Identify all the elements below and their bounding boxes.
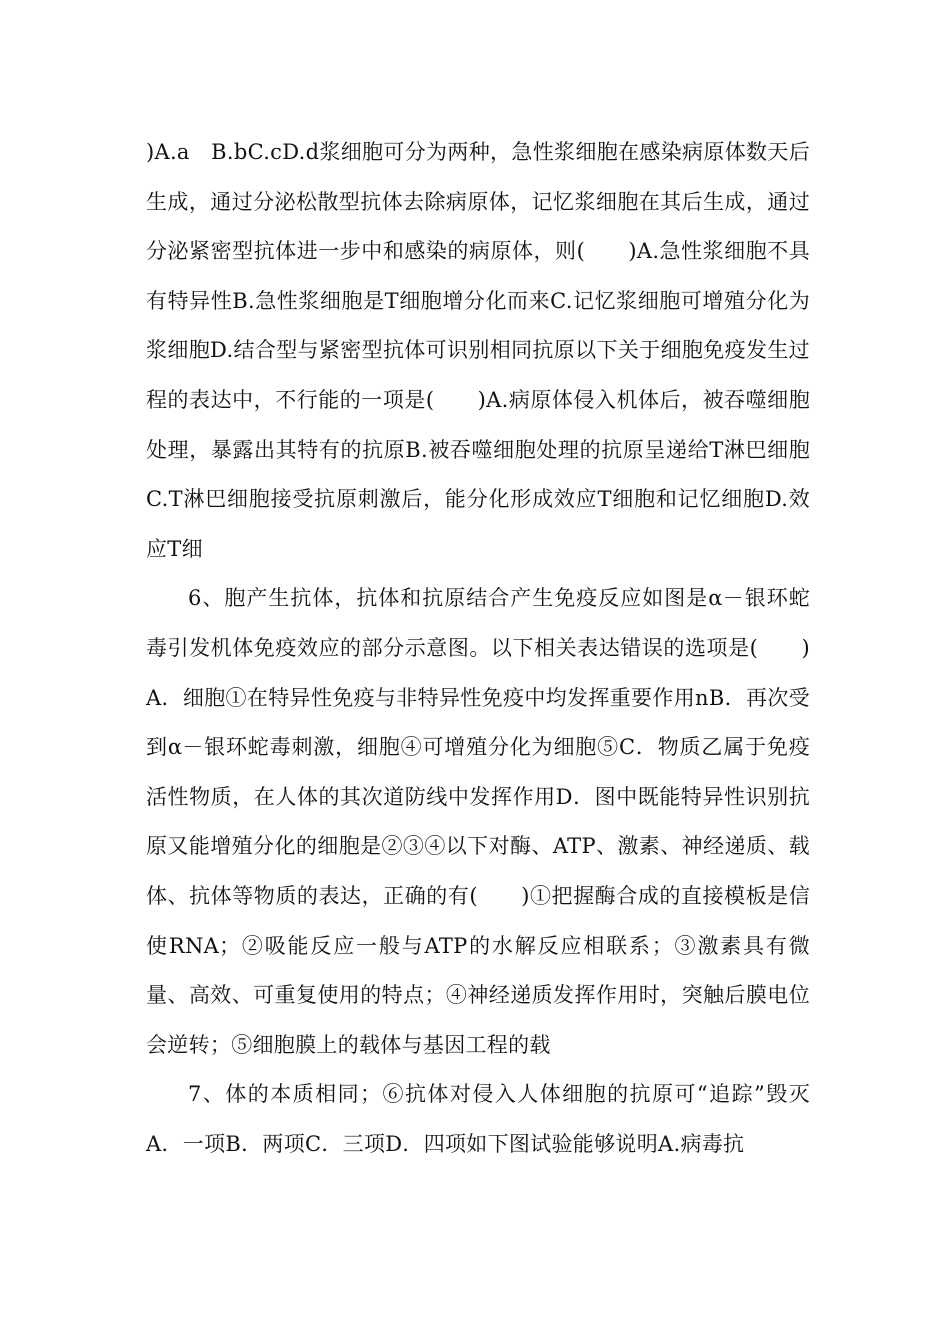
document-body (146, 128, 810, 1169)
paragraph-1: )A.a B.bC.cD.d浆细胞可分为两种，急性浆细胞在感染病原体数天后生成，通过分泌松散型抗体去除病原体，记忆浆细胞在其后生成，通过分泌紧密型抗体进一步中和感染的病原体，则( )A.急性浆细胞不具有特异性B.急性浆细胞是T细胞增分化而来C.记忆浆细胞可增殖分化为浆细胞D.结合型与紧密型抗体可识别相同抗原以下关于细胞免疫发生过程的表达中，不行能的一项是( )A.病原体侵入机体后，被吞噬细胞处理，暴露出其特有的抗原B.被吞噬细胞处理的抗原呈递给T淋巴细胞C.T淋巴细胞接受抗原刺激后，能分化形成效应T细胞和记忆细胞D.效应T细 (146, 140, 810, 561)
paragraph-2: 6、胞产生抗体，抗体和抗原结合产生免疫反应如图是α－银环蛇毒引发机体免疫效应的部分示意图。以下相关表达错误的选项是( )A．细胞①在特异性免疫与非特异性免疫中均发挥重要作用nB．再次受到α－银环蛇毒刺激，细胞④可增殖分化为细胞⑤C．物质乙属于免疫活性物质，在人体的其次道防线中发挥作用D．图中既能特异性识别抗原又能增殖分化的细胞是②③④以下对酶、ATP、激素、神经递质、载体、抗体等物质的表达，正确的有( )①把握酶合成的直接模板是信使RNA；②吸能反应一般与ATP的水解反应相联系；③激素具有微量、高效、可重复使用的特点；④神经递质发挥作用时，突触后膜电位会逆转；⑤细胞膜上的载体与基因工程的载 (146, 586, 810, 1057)
paragraph-3: 7、体的本质相同；⑥抗体对侵入人体细胞的抗原可“追踪”毁灭A．一项B．两项C．三项D．四项如下图试验能够说明A.病毒抗 (146, 1082, 810, 1156)
